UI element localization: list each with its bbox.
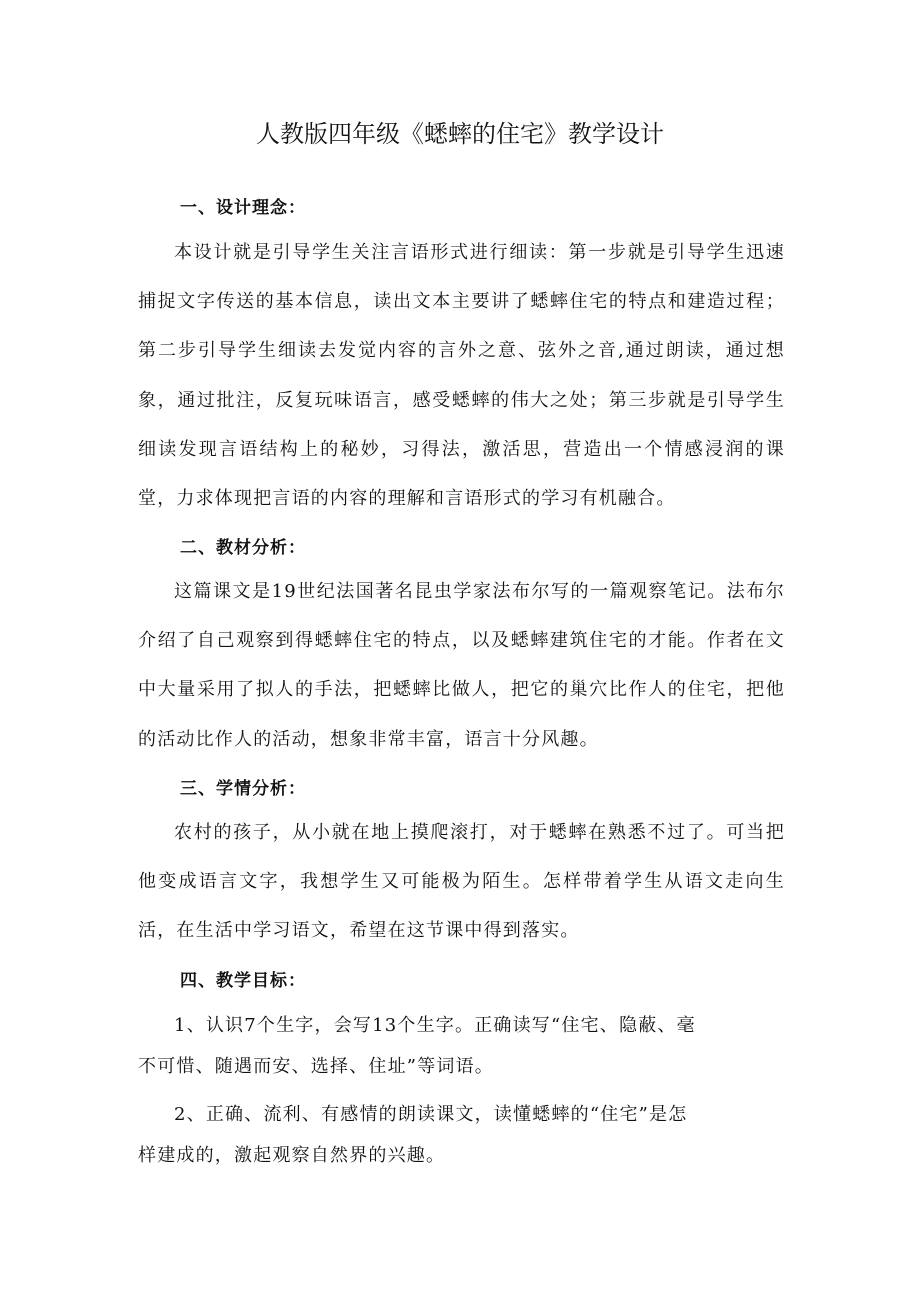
section-heading-design-concept: 一、设计理念： (180, 198, 306, 218)
section-heading-student-analysis: 三、学情分析： (180, 779, 306, 799)
document-title: 人教版四年级《蟋蟀的住宅》教学设计 (256, 120, 664, 148)
teaching-goal-item (138, 1094, 798, 1176)
teaching-goal-line: 1、认识7个生字，会写13个生字。正确读写“住宅、隐蔽、毫 (174, 1015, 696, 1036)
teaching-goal-item (138, 1005, 798, 1087)
section-paragraph-design-concept: 本设计就是引导学生关注言语形式进行细读：第一步就是引导学生迅速捕捉文字传送的基本信息，读出文本主要讲了蟋蟀住宅的特点和建造过程；第二步引导学生细读去发觉内容的言外之意、弦外之音,通过朗读，通过想象，通过批注，反复玩味语言，感受蟋蟀的伟大之处；第三步就是引导学生细读发现言语结构上的秘妙，习得法，激活思，营造出一个情感浸润的课堂，力求体现把言语的内容的理解和言语形式的学习有机融合。 (138, 242, 785, 510)
teaching-goal-line: 不可惜、随遇而安、选择、住址”等词语。 (138, 1056, 495, 1077)
section-paragraph-student-analysis: 农村的孩子，从小就在地上摸爬滚打，对于蟋蟀在熟悉不过了。可当把他变成语言文字，我想学生又可能极为陌生。怎样带着学生从语文走向生活，在生活中学习语文，希望在这节课中得到落实。 (138, 822, 785, 942)
teaching-goal-line: 2、正确、流利、有感情的朗读课文，读懂蟋蟀的“住宅”是怎 (174, 1104, 688, 1125)
teaching-goal-line: 样建成的，激起观察自然界的兴趣。 (138, 1145, 446, 1166)
section-heading-material-analysis: 二、教材分析： (180, 538, 306, 558)
section-paragraph-material-analysis: 这篇课文是19世纪法国著名昆虫学家法布尔写的一篇观察笔记。法布尔介绍了自己观察到得蟋蟀住宅的特点，以及蟋蟀建筑住宅的才能。作者在文中大量采用了拟人的手法，把蟋蟀比做人，把它的巢穴比作人的住宅，把他的活动比作人的活动，想象非常丰富，语言十分风趣。 (138, 581, 785, 750)
section-heading-teaching-goals: 四、教学目标： (180, 971, 306, 991)
